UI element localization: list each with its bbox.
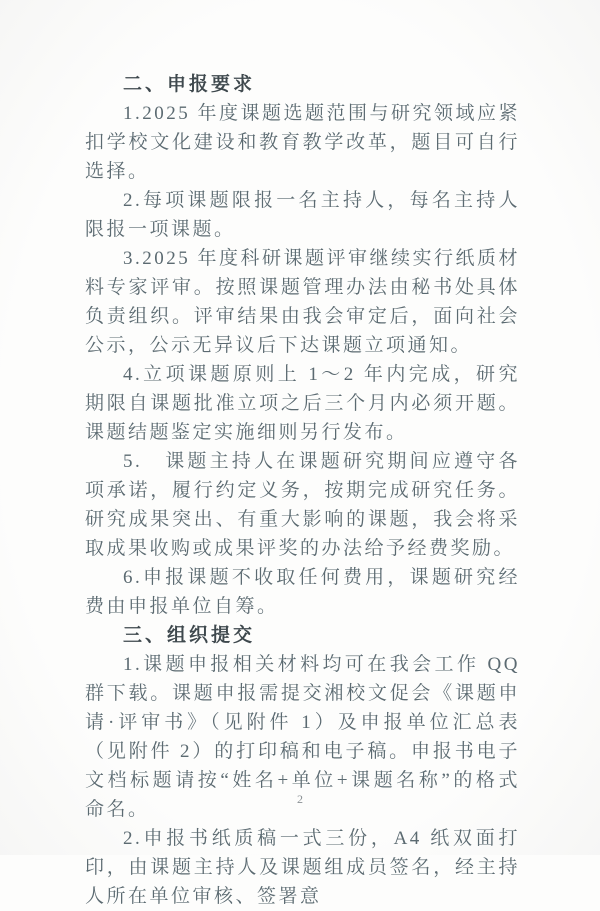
paragraph-requirement-6: 6.申报课题不收取任何费用，课题研究经费由申报单位自筹。 bbox=[85, 567, 520, 617]
paragraph-requirement-3: 3.2025 年度科研课题评审继续实行纸质材料专家评审。按照课题管理办法由秘书处具体负责组织。评审结果由我会审定后，面向社会公示，公示无异议后下达课题立项通知。 bbox=[85, 248, 521, 356]
document-body bbox=[85, 70, 520, 911]
section-heading-organization-submission: 三、组织提交 bbox=[123, 625, 256, 646]
paragraph-requirement-1: 1.2025 年度课题选题范围与研究领域应紧扣学校文化建设和教育教学改革，题目可自行选择。 bbox=[85, 103, 521, 182]
paragraph-requirement-2: 2.每项课题限报一名主持人，每名主持人限报一项课题。 bbox=[85, 190, 520, 240]
paragraph-submission-2: 2.申报书纸质稿一式三份，A4 纸双面打印，由课题主持人及课题组成员签名，经主持人所在单位审核、签署意 bbox=[85, 828, 520, 907]
paragraph-requirement-5: 5. 课题主持人在课题研究期间应遵守各项承诺，履行约定义务，按期完成研究任务。研究成果突出、有重大影响的课题，我会将采取成果收购或成果评奖的办法给予经费奖励。 bbox=[85, 451, 520, 559]
paragraph-submission-1: 1.课题申报相关材料均可在我会工作 QQ 群下载。课题申报需提交湘校文促会《课题申请·评审书》（见附件 1）及申报单位汇总表（见附件 2）的打印稿和电子稿。申报书电子文档标题请按“姓名+单位+课题名称”的格式命名。 bbox=[85, 654, 520, 820]
page-number: 2 bbox=[297, 792, 303, 806]
section-heading-application-requirements: 二、申报要求 bbox=[123, 74, 256, 95]
paragraph-requirement-4: 4.立项课题原则上 1～2 年内完成，研究期限自课题批准立项之后三个月内必须开题。课题结题鉴定实施细则另行发布。 bbox=[85, 364, 520, 443]
